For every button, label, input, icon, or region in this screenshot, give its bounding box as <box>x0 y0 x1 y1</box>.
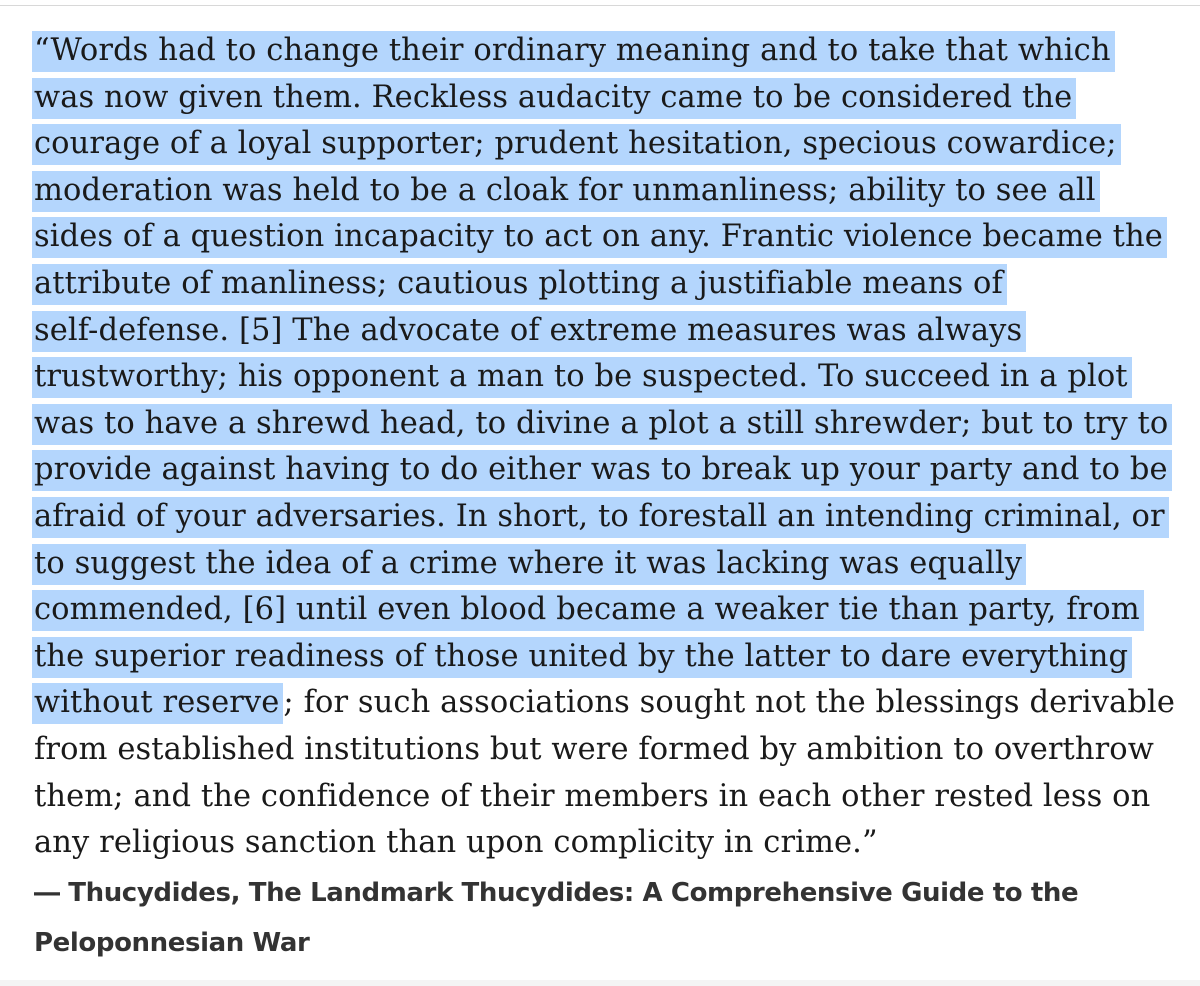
selected-text[interactable]: to suggest the idea of a crime where it was lacking was equally <box>32 544 1026 585</box>
selected-text[interactable]: courage of a loyal supporter; prudent hesitation, specious cowardice; <box>32 124 1121 165</box>
top-divider <box>0 0 1200 6</box>
bottom-edge <box>0 980 1200 986</box>
quote-line <box>34 680 1194 727</box>
quote-line <box>34 308 1194 355</box>
quote-attribution <box>34 868 1174 968</box>
quote-line <box>34 587 1194 634</box>
selected-text[interactable]: “Words had to change their ordinary meaning and to take that which <box>32 31 1115 72</box>
quote-line <box>34 261 1194 308</box>
unselected-text: any religious sanction than upon complicity in crime.” <box>34 825 878 861</box>
selected-text[interactable]: afraid of your adversaries. In short, to forestall an intending criminal, or <box>32 497 1169 538</box>
quote-line <box>34 75 1194 122</box>
quote-line <box>34 541 1194 588</box>
unselected-text: from established institutions but were formed by ambition to overthrow <box>34 731 1154 767</box>
quote-line <box>34 447 1194 494</box>
selected-text[interactable]: the superior readiness of those united by the latter to dare everything <box>32 637 1132 678</box>
quote-line <box>34 354 1194 401</box>
unselected-text: ; for such associations sought not the blessings derivable <box>283 685 1176 721</box>
quote-line <box>34 820 1194 867</box>
quote-block <box>34 28 1194 867</box>
selected-text[interactable]: provide against having to do either was to break up your party and to be <box>32 450 1172 491</box>
quote-line <box>34 401 1194 448</box>
selected-text[interactable]: moderation was held to be a cloak for unmanliness; ability to see all <box>32 171 1100 212</box>
quote-line <box>34 121 1194 168</box>
quote-text[interactable] <box>34 28 1194 867</box>
selected-text[interactable]: commended, [6] until even blood became a weaker tie than party, from <box>32 590 1144 631</box>
selected-text[interactable]: self-defense. [5] The advocate of extreme measures was always <box>32 311 1026 352</box>
attribution-line: ― Thucydides, The Landmark Thucydides: A Comprehensive Guide to the <box>34 878 1079 908</box>
quote-line <box>34 214 1194 261</box>
selected-text[interactable]: without reserve <box>32 683 283 724</box>
attribution-line: Peloponnesian War <box>34 928 310 958</box>
quote-line <box>34 28 1194 75</box>
unselected-text: them; and the confidence of their members in each other rested less on <box>34 778 1151 814</box>
quote-line <box>34 168 1194 215</box>
quote-line <box>34 774 1194 821</box>
selected-text[interactable]: sides of a question incapacity to act on any. Frantic violence became the <box>32 217 1167 258</box>
quote-line <box>34 494 1194 541</box>
selected-text[interactable]: was now given them. Reckless audacity came to be considered the <box>32 78 1076 119</box>
selected-text[interactable]: was to have a shrewd head, to divine a plot a still shrewder; but to try to <box>32 404 1172 445</box>
quote-line <box>34 727 1194 774</box>
selected-text[interactable]: trustworthy; his opponent a man to be suspected. To succeed in a plot <box>32 357 1132 398</box>
quote-line <box>34 634 1194 681</box>
selected-text[interactable]: attribute of manliness; cautious plotting a justifiable means of <box>32 264 1007 305</box>
